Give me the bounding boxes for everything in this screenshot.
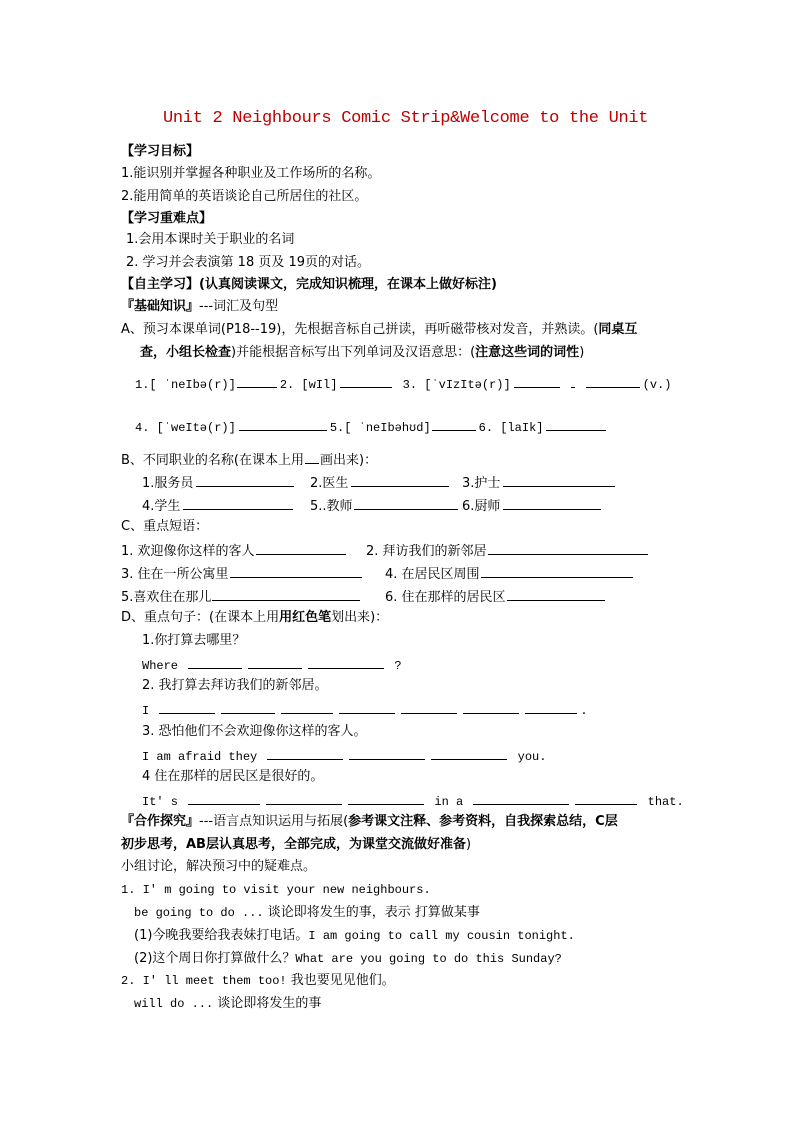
job-label: 5..教师	[310, 499, 353, 514]
answer-blank[interactable]	[507, 587, 605, 601]
answer-blank[interactable]	[586, 374, 640, 388]
coop-heading-cont	[121, 836, 471, 854]
phonetic-6: 6. [laIk]	[478, 421, 544, 435]
answer-blank[interactable]	[463, 700, 519, 714]
job-label: 1.服务员	[142, 476, 194, 491]
phrase-item	[385, 564, 636, 584]
key-point-item: 1.会用本课时关于职业的名词	[126, 232, 295, 247]
answer-blank[interactable]	[351, 473, 449, 487]
answer-blank[interactable]	[481, 564, 633, 578]
phrase-label: 4. 在居民区周围	[385, 567, 480, 582]
underline-sample	[305, 451, 319, 464]
answer-blank[interactable]	[188, 655, 242, 669]
phrase-item	[385, 587, 608, 607]
sentence-text: in a	[434, 795, 464, 809]
point-2-en: 2. I' ll meet them too!	[121, 974, 287, 988]
phrase-label: 5.喜欢住在那儿	[121, 590, 212, 605]
sentence-text: you.	[517, 750, 547, 764]
sentence-en	[142, 655, 402, 675]
answer-blank[interactable]	[183, 496, 293, 510]
phonetic-row-1	[135, 374, 671, 394]
pattern-text: will do ...	[134, 997, 214, 1011]
self-study-heading: 【自主学习】(认真阅读课文，完成知识梳理，在课本上做好标注)	[121, 277, 497, 292]
answer-blank[interactable]	[546, 417, 606, 431]
sentence-text: .	[580, 704, 588, 718]
job-label: 3.护士	[462, 476, 501, 491]
coop-text: ---语言点知识运用与拓展(	[199, 814, 349, 829]
key-point-item: 2. 学习并会表演第 18 页及 19页的对话。	[126, 255, 371, 270]
point-1-pattern	[134, 904, 480, 922]
answer-blank[interactable]	[525, 700, 577, 714]
key-points-heading: 【学习重难点】	[121, 211, 213, 226]
answer-blank[interactable]	[488, 541, 648, 555]
basics-label: 『基础知识』	[121, 299, 200, 314]
sentence-cn: 1.你打算去哪里？	[142, 633, 246, 648]
sentence-text: ?	[394, 659, 402, 673]
sentence-text: I am afraid they	[142, 750, 258, 764]
section-d-text: D、重点句子：(在课本上用	[121, 610, 280, 625]
page-title: Unit 2 Neighbours Comic Strip&Welcome to the Unit	[163, 109, 649, 128]
answer-blank[interactable]	[571, 374, 575, 388]
example-en: What are you going to do this Sunday?	[295, 952, 562, 966]
phrase-label: 6. 住在那样的居民区	[385, 590, 506, 605]
answer-blank[interactable]	[503, 496, 601, 510]
answer-blank[interactable]	[503, 473, 615, 487]
basics-heading	[121, 298, 278, 316]
answer-blank[interactable]	[239, 417, 327, 431]
example-en: I am going to call my cousin tonight.	[308, 929, 575, 943]
section-b-text: 画出来)：	[320, 453, 378, 468]
sentence-text: It' s	[142, 795, 179, 809]
sentence-en	[142, 746, 546, 766]
section-b-row	[462, 473, 618, 493]
sentence-text: that.	[647, 795, 684, 809]
coop-text: )	[465, 837, 472, 852]
answer-blank[interactable]	[221, 700, 275, 714]
goals-heading: 【学习目标】	[121, 144, 200, 159]
phonetic-5: 5.[ ˈneIbəhʊd]	[329, 421, 431, 435]
answer-blank[interactable]	[196, 473, 294, 487]
phrase-item	[366, 541, 651, 561]
coop-heading	[121, 813, 618, 831]
coop-bold: 参考课文注释、参考资料，自我探索总结，C层	[348, 814, 618, 829]
section-a-line2	[140, 344, 584, 362]
section-a-bold: 注意这些词的词性	[475, 345, 580, 360]
answer-blank[interactable]	[188, 791, 260, 805]
goal-item: 1.能识别并掌握各种职业及工作场所的名称。	[121, 166, 381, 181]
answer-blank[interactable]	[473, 791, 569, 805]
job-label: 4.学生	[142, 499, 181, 514]
answer-blank[interactable]	[308, 655, 384, 669]
section-d-heading	[121, 609, 388, 627]
section-a-text: A、预习本课单词(P18--19)，先根据音标自己拼读，再听磁带核对发音，并熟读。(	[121, 322, 599, 337]
phonetic-3: 3. [ˈvIzItə(r)]	[402, 378, 511, 392]
part-of-speech: (v.)	[642, 378, 672, 392]
answer-blank[interactable]	[266, 791, 342, 805]
coop-label: 『合作探究』	[121, 814, 200, 829]
phonetic-row-2	[135, 417, 609, 437]
point-1-example	[134, 927, 575, 945]
section-b-row	[142, 473, 297, 493]
answer-blank[interactable]	[248, 655, 302, 669]
answer-blank[interactable]	[431, 746, 507, 760]
section-b-row	[462, 496, 604, 516]
coop-bold: 初步思考，AB层认真思考，全部完成，为课堂交流做好准备	[121, 837, 466, 852]
answer-blank[interactable]	[212, 587, 360, 601]
phrase-item	[121, 541, 349, 561]
section-b-row	[310, 496, 461, 516]
answer-blank[interactable]	[237, 374, 277, 388]
answer-blank[interactable]	[514, 374, 560, 388]
phrase-label: 2. 拜访我们的新邻居	[366, 544, 487, 559]
answer-blank[interactable]	[256, 541, 346, 555]
section-a-bold: 查，小组长检查	[140, 345, 232, 360]
section-b-heading	[121, 451, 377, 470]
phonetic-4: 4. [ˈweItə(r)]	[135, 421, 236, 435]
answer-blank[interactable]	[230, 564, 362, 578]
sentence-text: Where	[142, 659, 179, 673]
phrase-item	[121, 564, 365, 584]
section-a-line1	[121, 321, 637, 339]
basics-rest: ---词汇及句型	[199, 299, 279, 314]
phrase-label: 1. 欢迎像你这样的客人	[121, 544, 255, 559]
section-a-bold: 同桌互	[598, 322, 638, 337]
phrase-label: 3. 住在一所公寓里	[121, 567, 229, 582]
sentence-cn: 3. 恐怕他们不会欢迎像你这样的客人。	[142, 724, 367, 739]
sentence-en	[142, 700, 588, 720]
sentence-en	[142, 791, 684, 811]
discussion-line: 小组讨论，解决预习中的疑难点。	[121, 859, 317, 874]
point-2	[121, 972, 395, 990]
example-cn: (1)今晚我要给我表妹打电话。	[134, 928, 309, 943]
sentence-text: I	[142, 704, 150, 718]
section-a-text: )并能根据音标写出下列单词及汉语意思：(	[231, 345, 476, 360]
pattern-cn: 谈论即将发生的事	[217, 996, 322, 1011]
point-1-en: 1. I' m going to visit your new neighbours.	[121, 883, 431, 897]
sentence-cn: 2. 我打算去拜访我们的新邻居。	[142, 678, 328, 693]
job-label: 2.医生	[310, 476, 349, 491]
section-c-heading: C、重点短语：	[121, 519, 209, 534]
answer-blank[interactable]	[340, 374, 392, 388]
answer-blank[interactable]	[267, 746, 343, 760]
answer-blank[interactable]	[432, 417, 476, 431]
point-1-example	[134, 950, 562, 968]
section-b-text: B、不同职业的名称(在课本上用	[121, 453, 304, 468]
point-2-pattern	[134, 995, 321, 1013]
phrase-item	[121, 587, 363, 607]
answer-blank[interactable]	[401, 700, 457, 714]
example-cn: (2)这个周日你打算做什么？	[134, 951, 296, 966]
answer-blank[interactable]	[159, 700, 215, 714]
section-a-text: )	[579, 345, 585, 360]
phonetic-2: 2. [wIl]	[279, 378, 338, 392]
section-b-row	[142, 496, 296, 516]
section-d-bold: 用红色笔	[279, 610, 332, 625]
answer-blank[interactable]	[348, 791, 424, 805]
answer-blank[interactable]	[354, 496, 458, 510]
pattern-cn: 谈论即将发生的事，表示 打算做某事	[267, 905, 480, 920]
pattern-text: be going to do ...	[134, 906, 264, 920]
answer-blank[interactable]	[575, 791, 637, 805]
phonetic-1: 1.[ ˈneIbə(r)]	[135, 378, 236, 392]
section-d-text: 划出来)：	[331, 610, 389, 625]
sentence-cn: 4 住在那样的居民区是很好的。	[142, 769, 324, 784]
goal-item: 2.能用简单的英语谈论自己所居住的社区。	[121, 189, 368, 204]
point-2-cn: 我也要见见他们。	[290, 973, 395, 988]
answer-blank[interactable]	[281, 700, 333, 714]
section-b-row	[310, 473, 452, 493]
answer-blank[interactable]	[349, 746, 425, 760]
answer-blank[interactable]	[339, 700, 395, 714]
job-label: 6.厨师	[462, 499, 501, 514]
